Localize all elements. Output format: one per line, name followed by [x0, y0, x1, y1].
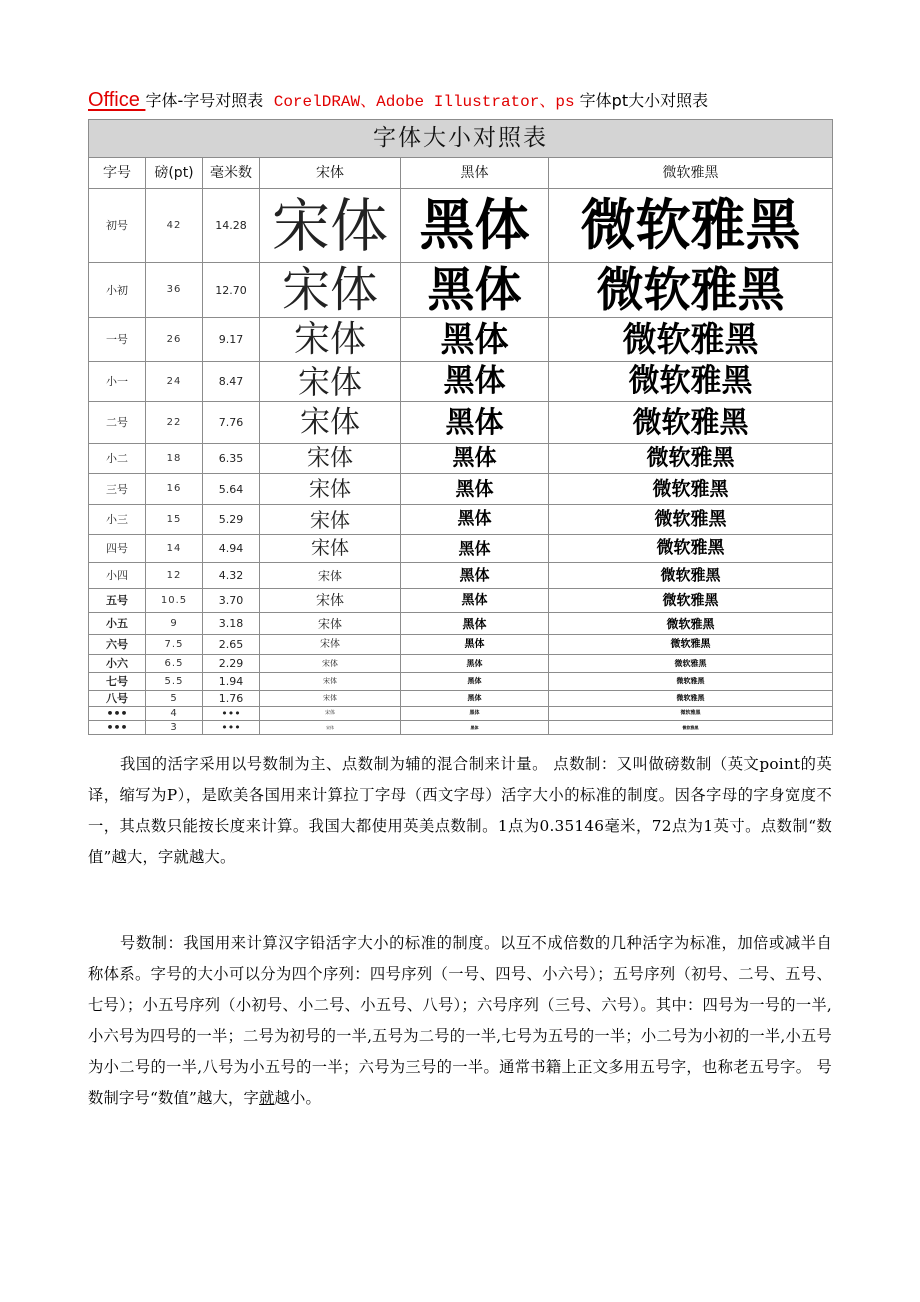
- cell-mm: 5.29: [203, 505, 260, 535]
- cell-pt: 6.5: [146, 655, 203, 673]
- cell-mm: 5.64: [203, 474, 260, 505]
- heading-part3: 字体pt大小对照表: [574, 91, 709, 110]
- cell-hei: 黑体: [401, 474, 549, 505]
- cell-ya: 微软雅黑: [549, 721, 833, 735]
- cell-mm: 3.18: [203, 613, 260, 635]
- cell-ya: 微软雅黑: [549, 318, 833, 362]
- cell-name: 七号: [89, 673, 146, 691]
- cell-pt: 18: [146, 444, 203, 474]
- cell-ya: 微软雅黑: [549, 263, 833, 318]
- cell-name: 小六: [89, 655, 146, 673]
- heading-software: CorelDRAW、Adobe Illustrator、ps: [273, 93, 575, 111]
- cell-mm: •••: [203, 707, 260, 721]
- header-size-name: 字号: [89, 158, 146, 189]
- cell-pt: 10.5: [146, 589, 203, 613]
- cell-hei: 黑体: [401, 635, 549, 655]
- cell-song: 宋体: [260, 635, 401, 655]
- document-heading: [88, 88, 848, 114]
- cell-ya: 微软雅黑: [549, 655, 833, 673]
- cell-mm: 1.76: [203, 691, 260, 707]
- cell-song: 宋体: [260, 474, 401, 505]
- header-songti: 宋体: [260, 158, 401, 189]
- table-row: [89, 402, 833, 444]
- cell-ya: 微软雅黑: [549, 505, 833, 535]
- cell-pt: 9: [146, 613, 203, 635]
- cell-pt: 24: [146, 362, 203, 402]
- table-row: [89, 721, 833, 735]
- cell-hei: 黑体: [401, 721, 549, 735]
- cell-name: 小二: [89, 444, 146, 474]
- table-row: [89, 589, 833, 613]
- cell-mm: 9.17: [203, 318, 260, 362]
- cell-hei: 黑体: [401, 505, 549, 535]
- cell-hei: 黑体: [401, 673, 549, 691]
- header-points: 磅(pt): [146, 158, 203, 189]
- cell-pt: 14: [146, 535, 203, 563]
- cell-name: 初号: [89, 189, 146, 263]
- cell-pt: 5: [146, 691, 203, 707]
- cell-pt: 22: [146, 402, 203, 444]
- cell-name: 小四: [89, 563, 146, 589]
- table-row: [89, 505, 833, 535]
- header-mm: 毫米数: [203, 158, 260, 189]
- cell-mm: 12.70: [203, 263, 260, 318]
- paragraph-point-system: 我国的活字采用以号数制为主、点数制为辅的混合制来计量。 点数制：又叫做磅数制（英文point的英译，缩写为P），是欧美各国用来计算拉丁字母（西文字母）活字大小的标准的制度。因各字母的字身宽度不一，其点数只能按长度来计算。我国大都使用英美点数制。1点为0.35146毫米，72点为1英寸。点数制“数值”越大，字就越大。: [88, 755, 832, 866]
- cell-pt: 15: [146, 505, 203, 535]
- cell-name: 五号: [89, 589, 146, 613]
- paragraph2-main: 号数制：我国用来计算汉字铅活字大小的标准的制度。以互不成倍数的几种活字为标准，加倍或减半自称体系。字号的大小可以分为四个序列：四号序列（一号、四号、小六号）；五号序列（初号、二号、五号、七号）；小五号序列（小初号、小二号、小五号、八号）；六号序列（三号、六号）。其中：四号为一号的一半,小六号为四号的一半；二号为初号的一半,五号为二号的一半,七号为五号的一半；小二号为小初的一半,小五号为小二号的一半,八号为小五号的一半；六号为三号的一半。通常书籍上正文多用五号字，也称老五号字。 号数制字号“数值”越大，字: [88, 934, 832, 1107]
- paragraph2-underlined: 就: [259, 1089, 275, 1107]
- cell-mm: 3.70: [203, 589, 260, 613]
- cell-pt: 16: [146, 474, 203, 505]
- table-row: [89, 707, 833, 721]
- table-row: [89, 263, 833, 318]
- heading-part1: 字体-字号对照表: [145, 91, 264, 110]
- table-row: [89, 189, 833, 263]
- header-heiti: 黑体: [401, 158, 549, 189]
- cell-name: •••: [89, 707, 146, 721]
- table-row: [89, 318, 833, 362]
- cell-ya: 微软雅黑: [549, 563, 833, 589]
- cell-ya: 微软雅黑: [549, 589, 833, 613]
- cell-name: •••: [89, 721, 146, 735]
- cell-mm: 2.65: [203, 635, 260, 655]
- cell-song: 宋体: [260, 189, 401, 263]
- cell-hei: 黑体: [401, 589, 549, 613]
- heading-office: Office: [88, 89, 146, 111]
- table-row: [89, 444, 833, 474]
- cell-pt: 42: [146, 189, 203, 263]
- table-row: [89, 655, 833, 673]
- cell-name: 八号: [89, 691, 146, 707]
- cell-pt: 26: [146, 318, 203, 362]
- cell-pt: 12: [146, 563, 203, 589]
- cell-hei: 黑体: [401, 563, 549, 589]
- cell-pt: 7.5: [146, 635, 203, 655]
- cell-song: 宋体: [260, 673, 401, 691]
- cell-pt: 5.5: [146, 673, 203, 691]
- cell-song: 宋体: [260, 362, 401, 402]
- table-row: [89, 563, 833, 589]
- cell-mm: •••: [203, 721, 260, 735]
- cell-name: 小三: [89, 505, 146, 535]
- table-row: [89, 691, 833, 707]
- cell-name: 小一: [89, 362, 146, 402]
- cell-song: 宋体: [260, 402, 401, 444]
- cell-hei: 黑体: [401, 318, 549, 362]
- cell-hei: 黑体: [401, 444, 549, 474]
- cell-ya: 微软雅黑: [549, 474, 833, 505]
- cell-pt: 3: [146, 721, 203, 735]
- cell-song: 宋体: [260, 691, 401, 707]
- cell-song: 宋体: [260, 707, 401, 721]
- cell-mm: 4.94: [203, 535, 260, 563]
- cell-ya: 微软雅黑: [549, 691, 833, 707]
- cell-hei: 黑体: [401, 707, 549, 721]
- cell-mm: 8.47: [203, 362, 260, 402]
- cell-ya: 微软雅黑: [549, 535, 833, 563]
- header-yahei: 微软雅黑: [549, 158, 833, 189]
- cell-name: 小五: [89, 613, 146, 635]
- cell-name: 小初: [89, 263, 146, 318]
- table-row: [89, 362, 833, 402]
- cell-mm: 7.76: [203, 402, 260, 444]
- cell-song: 宋体: [260, 263, 401, 318]
- cell-hei: 黑体: [401, 655, 549, 673]
- cell-hei: 黑体: [401, 189, 549, 263]
- cell-mm: 14.28: [203, 189, 260, 263]
- cell-ya: 微软雅黑: [549, 613, 833, 635]
- cell-mm: 2.29: [203, 655, 260, 673]
- cell-ya: 微软雅黑: [549, 707, 833, 721]
- cell-song: 宋体: [260, 444, 401, 474]
- paragraph2-tail: 越小。: [274, 1089, 322, 1107]
- cell-song: 宋体: [260, 613, 401, 635]
- table-row: [89, 673, 833, 691]
- cell-ya: 微软雅黑: [549, 362, 833, 402]
- table-row: [89, 613, 833, 635]
- cell-song: 宋体: [260, 589, 401, 613]
- font-size-table: [88, 119, 833, 735]
- cell-name: 一号: [89, 318, 146, 362]
- cell-ya: 微软雅黑: [549, 635, 833, 655]
- cell-hei: 黑体: [401, 402, 549, 444]
- paragraph-number-system: [88, 928, 832, 1114]
- table-row: [89, 535, 833, 563]
- cell-ya: 微软雅黑: [549, 444, 833, 474]
- cell-pt: 4: [146, 707, 203, 721]
- cell-song: 宋体: [260, 535, 401, 563]
- cell-name: 六号: [89, 635, 146, 655]
- cell-mm: 4.32: [203, 563, 260, 589]
- cell-song: 宋体: [260, 721, 401, 735]
- cell-ya: 微软雅黑: [549, 673, 833, 691]
- cell-mm: 1.94: [203, 673, 260, 691]
- cell-pt: 36: [146, 263, 203, 318]
- cell-hei: 黑体: [401, 613, 549, 635]
- cell-hei: 黑体: [401, 691, 549, 707]
- cell-song: 宋体: [260, 505, 401, 535]
- cell-hei: 黑体: [401, 263, 549, 318]
- table-row: [89, 635, 833, 655]
- table-row: [89, 474, 833, 505]
- cell-song: 宋体: [260, 655, 401, 673]
- cell-ya: 微软雅黑: [549, 189, 833, 263]
- cell-song: 宋体: [260, 318, 401, 362]
- cell-hei: 黑体: [401, 362, 549, 402]
- cell-name: 四号: [89, 535, 146, 563]
- cell-hei: 黑体: [401, 535, 549, 563]
- cell-ya: 微软雅黑: [549, 402, 833, 444]
- cell-name: 三号: [89, 474, 146, 505]
- cell-mm: 6.35: [203, 444, 260, 474]
- cell-song: 宋体: [260, 563, 401, 589]
- cell-name: 二号: [89, 402, 146, 444]
- table-title: 字体大小对照表: [89, 120, 833, 158]
